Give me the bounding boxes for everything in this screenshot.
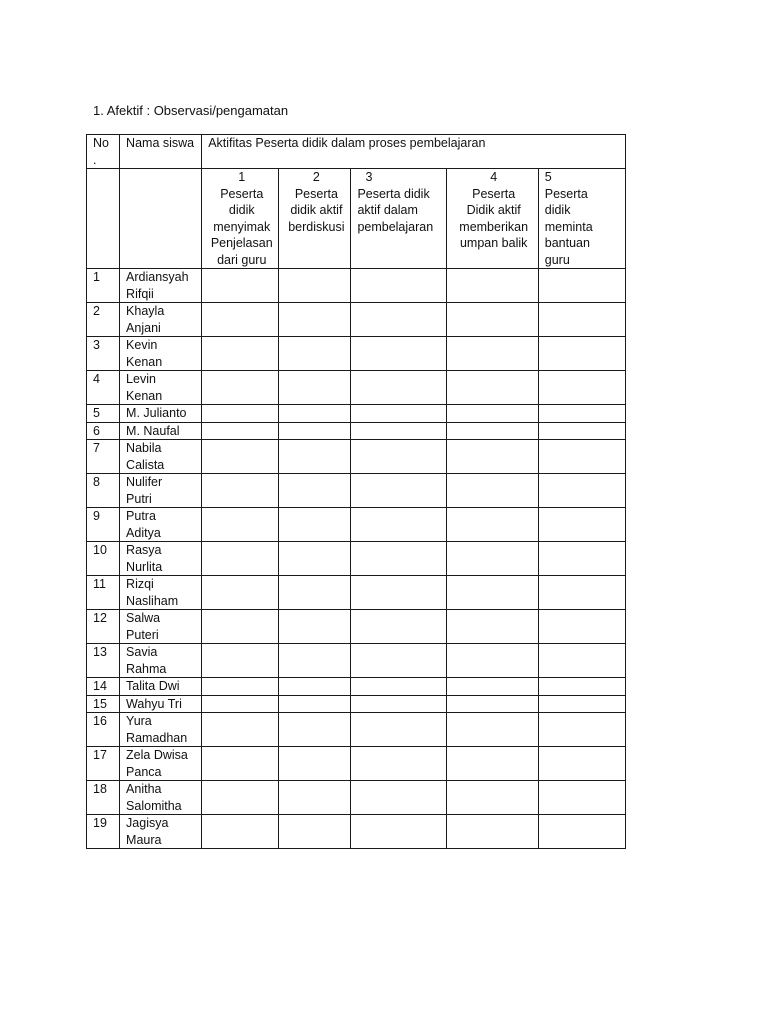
student-row — [87, 508, 626, 542]
activity-1-cell[interactable] — [202, 815, 279, 849]
activity-3-cell[interactable] — [351, 713, 446, 747]
activity-3-cell[interactable] — [351, 815, 446, 849]
student-name: Rizqi Nasliham — [120, 576, 202, 610]
activity-2-cell[interactable] — [279, 713, 351, 747]
activity-5-cell[interactable] — [538, 781, 625, 815]
activity-3-cell[interactable] — [351, 303, 446, 337]
header-no: No . — [87, 135, 120, 169]
student-row — [87, 610, 626, 644]
student-number: 17 — [87, 747, 120, 781]
student-number: 8 — [87, 474, 120, 508]
header-name: Nama siswa — [120, 135, 202, 169]
section-heading: 1. Afektif : Observasi/pengamatan — [93, 103, 289, 118]
activity-2-cell[interactable] — [279, 269, 351, 303]
activity-2-cell[interactable] — [279, 747, 351, 781]
activity-2-cell[interactable] — [279, 610, 351, 644]
activity-3-cell[interactable] — [351, 269, 446, 303]
activity-3-header — [351, 169, 446, 269]
activity-1-cell[interactable] — [202, 542, 279, 576]
activity-5-cell[interactable] — [538, 695, 625, 713]
activity-4-cell[interactable] — [446, 269, 538, 303]
student-row — [87, 337, 626, 371]
activity-4-cell[interactable] — [446, 474, 538, 508]
activity-1-cell[interactable] — [202, 422, 279, 440]
student-row — [87, 747, 626, 781]
activity-1-cell[interactable] — [202, 644, 279, 678]
student-row — [87, 474, 626, 508]
student-number: 10 — [87, 542, 120, 576]
activity-4-cell[interactable] — [446, 695, 538, 713]
header-row — [87, 135, 626, 169]
activity-5-cell[interactable] — [538, 508, 625, 542]
activity-5-cell[interactable] — [538, 747, 625, 781]
activity-1-cell[interactable] — [202, 695, 279, 713]
student-row — [87, 303, 626, 337]
activity-4-cell[interactable] — [446, 678, 538, 696]
student-name: Ardiansyah Rifqii — [120, 269, 202, 303]
student-row — [87, 542, 626, 576]
activity-1-cell[interactable] — [202, 781, 279, 815]
activity-2-cell[interactable] — [279, 440, 351, 474]
student-number: 11 — [87, 576, 120, 610]
activity-3-cell[interactable] — [351, 405, 446, 423]
activity-1-cell[interactable] — [202, 713, 279, 747]
activity-4-label: Peserta Didik aktif memberikan umpan balik — [459, 186, 529, 250]
activity-4-cell[interactable] — [446, 440, 538, 474]
student-number: 6 — [87, 422, 120, 440]
student-name: Savia Rahma — [120, 644, 202, 678]
activity-1-cell[interactable] — [202, 576, 279, 610]
student-number: 7 — [87, 440, 120, 474]
activity-4-cell[interactable] — [446, 610, 538, 644]
activity-2-header — [279, 169, 351, 269]
activity-3-cell[interactable] — [351, 371, 446, 405]
student-number: 13 — [87, 644, 120, 678]
student-name: Levin Kenan — [120, 371, 202, 405]
activity-4-cell[interactable] — [446, 337, 538, 371]
activity-2-cell[interactable] — [279, 781, 351, 815]
activity-1-header — [202, 169, 279, 269]
student-number: 18 — [87, 781, 120, 815]
activity-1-label: Peserta didik menyimak Penjelasan dari guru — [210, 186, 273, 267]
student-name: Jagisya Maura — [120, 815, 202, 849]
activity-1-cell[interactable] — [202, 440, 279, 474]
student-number: 1 — [87, 269, 120, 303]
activity-2-cell[interactable] — [279, 303, 351, 337]
activity-3-cell[interactable] — [351, 644, 446, 678]
activity-5-cell[interactable] — [538, 371, 625, 405]
student-name: Anitha Salomitha — [120, 781, 202, 815]
activity-1-cell[interactable] — [202, 405, 279, 423]
student-number: 5 — [87, 405, 120, 423]
activity-1-cell[interactable] — [202, 610, 279, 644]
student-number: 12 — [87, 610, 120, 644]
activity-3-cell[interactable] — [351, 747, 446, 781]
header-name-empty — [120, 169, 202, 269]
activity-5-cell[interactable] — [538, 610, 625, 644]
student-name: Nulifer Putri — [120, 474, 202, 508]
activity-2-cell[interactable] — [279, 576, 351, 610]
student-name: Khayla Anjani — [120, 303, 202, 337]
student-number: 16 — [87, 713, 120, 747]
activity-4-cell[interactable] — [446, 713, 538, 747]
activity-4-cell[interactable] — [446, 422, 538, 440]
activity-5-cell[interactable] — [538, 644, 625, 678]
activity-3-cell[interactable] — [351, 440, 446, 474]
student-name: M. Julianto — [120, 405, 202, 423]
student-number: 9 — [87, 508, 120, 542]
student-number: 14 — [87, 678, 120, 696]
student-row — [87, 422, 626, 440]
student-name: Putra Aditya — [120, 508, 202, 542]
activity-4-cell[interactable] — [446, 576, 538, 610]
activity-4-cell[interactable] — [446, 815, 538, 849]
activity-3-cell[interactable] — [351, 474, 446, 508]
activity-1-number: 1 — [238, 170, 246, 184]
student-name: Zela Dwisa Panca — [120, 747, 202, 781]
activity-5-cell[interactable] — [538, 713, 625, 747]
activity-4-cell[interactable] — [446, 542, 538, 576]
student-row — [87, 405, 626, 423]
activity-3-number: 3 — [365, 170, 373, 184]
activity-3-cell[interactable] — [351, 695, 446, 713]
activity-1-cell[interactable] — [202, 508, 279, 542]
activity-5-cell[interactable] — [538, 678, 625, 696]
student-number: 2 — [87, 303, 120, 337]
activity-2-label: Peserta didik aktif berdiskusi — [288, 186, 345, 234]
activity-2-cell[interactable] — [279, 695, 351, 713]
activity-4-cell[interactable] — [446, 644, 538, 678]
activity-5-label: Peserta didik meminta bantuan guru — [544, 186, 593, 267]
activity-4-header — [446, 169, 538, 269]
activity-5-cell[interactable] — [538, 474, 625, 508]
activity-5-cell[interactable] — [538, 303, 625, 337]
activity-4-cell[interactable] — [446, 508, 538, 542]
student-row — [87, 440, 626, 474]
activity-5-cell[interactable] — [538, 440, 625, 474]
activity-3-cell[interactable] — [351, 337, 446, 371]
student-row — [87, 371, 626, 405]
student-row — [87, 713, 626, 747]
activity-5-number: 5 — [544, 170, 552, 184]
student-row — [87, 644, 626, 678]
student-name: Rasya Nurlita — [120, 542, 202, 576]
activity-2-cell[interactable] — [279, 815, 351, 849]
activity-4-cell[interactable] — [446, 747, 538, 781]
activity-3-cell[interactable] — [351, 508, 446, 542]
student-row — [87, 695, 626, 713]
activity-4-number: 4 — [490, 170, 498, 184]
activity-5-cell[interactable] — [538, 337, 625, 371]
activity-2-cell[interactable] — [279, 508, 351, 542]
activity-1-cell[interactable] — [202, 337, 279, 371]
student-row — [87, 576, 626, 610]
student-row — [87, 678, 626, 696]
activity-5-header — [538, 169, 625, 269]
activity-3-cell[interactable] — [351, 542, 446, 576]
student-name: Salwa Puteri — [120, 610, 202, 644]
student-name: M. Naufal — [120, 422, 202, 440]
student-name: Nabila Calista — [120, 440, 202, 474]
activity-5-cell[interactable] — [538, 542, 625, 576]
activity-1-cell[interactable] — [202, 303, 279, 337]
student-row — [87, 815, 626, 849]
activity-5-cell[interactable] — [538, 815, 625, 849]
activity-5-cell[interactable] — [538, 405, 625, 423]
activity-2-cell[interactable] — [279, 422, 351, 440]
activity-1-cell[interactable] — [202, 678, 279, 696]
student-number: 4 — [87, 371, 120, 405]
student-name: Wahyu Tri — [120, 695, 202, 713]
activity-header-row — [87, 169, 626, 269]
activity-2-cell[interactable] — [279, 337, 351, 371]
activity-1-cell[interactable] — [202, 371, 279, 405]
activity-4-cell[interactable] — [446, 405, 538, 423]
activity-3-cell[interactable] — [351, 610, 446, 644]
activity-1-cell[interactable] — [202, 747, 279, 781]
activity-4-cell[interactable] — [446, 303, 538, 337]
student-number: 19 — [87, 815, 120, 849]
header-activities-group: Aktifitas Peserta didik dalam proses pembelajaran — [202, 135, 626, 169]
activity-4-cell[interactable] — [446, 371, 538, 405]
student-number: 15 — [87, 695, 120, 713]
student-name: Kevin Kenan — [120, 337, 202, 371]
student-name: Talita Dwi — [120, 678, 202, 696]
header-no-empty — [87, 169, 120, 269]
student-number: 3 — [87, 337, 120, 371]
activity-2-cell[interactable] — [279, 678, 351, 696]
activity-2-cell[interactable] — [279, 644, 351, 678]
activity-2-cell[interactable] — [279, 371, 351, 405]
activity-5-cell[interactable] — [538, 576, 625, 610]
activity-5-cell[interactable] — [538, 422, 625, 440]
activity-1-cell[interactable] — [202, 269, 279, 303]
activity-3-label: Peserta didik aktif dalam pembelajaran — [357, 186, 434, 234]
activity-3-cell[interactable] — [351, 576, 446, 610]
activity-2-number: 2 — [312, 170, 320, 184]
observation-table — [86, 134, 626, 849]
activity-2-cell[interactable] — [279, 405, 351, 423]
activity-3-cell[interactable] — [351, 422, 446, 440]
student-row — [87, 781, 626, 815]
activity-1-cell[interactable] — [202, 474, 279, 508]
activity-4-cell[interactable] — [446, 781, 538, 815]
activity-3-cell[interactable] — [351, 781, 446, 815]
activity-2-cell[interactable] — [279, 474, 351, 508]
activity-2-cell[interactable] — [279, 542, 351, 576]
activity-3-cell[interactable] — [351, 678, 446, 696]
student-name: Yura Ramadhan — [120, 713, 202, 747]
activity-5-cell[interactable] — [538, 269, 625, 303]
student-row — [87, 269, 626, 303]
